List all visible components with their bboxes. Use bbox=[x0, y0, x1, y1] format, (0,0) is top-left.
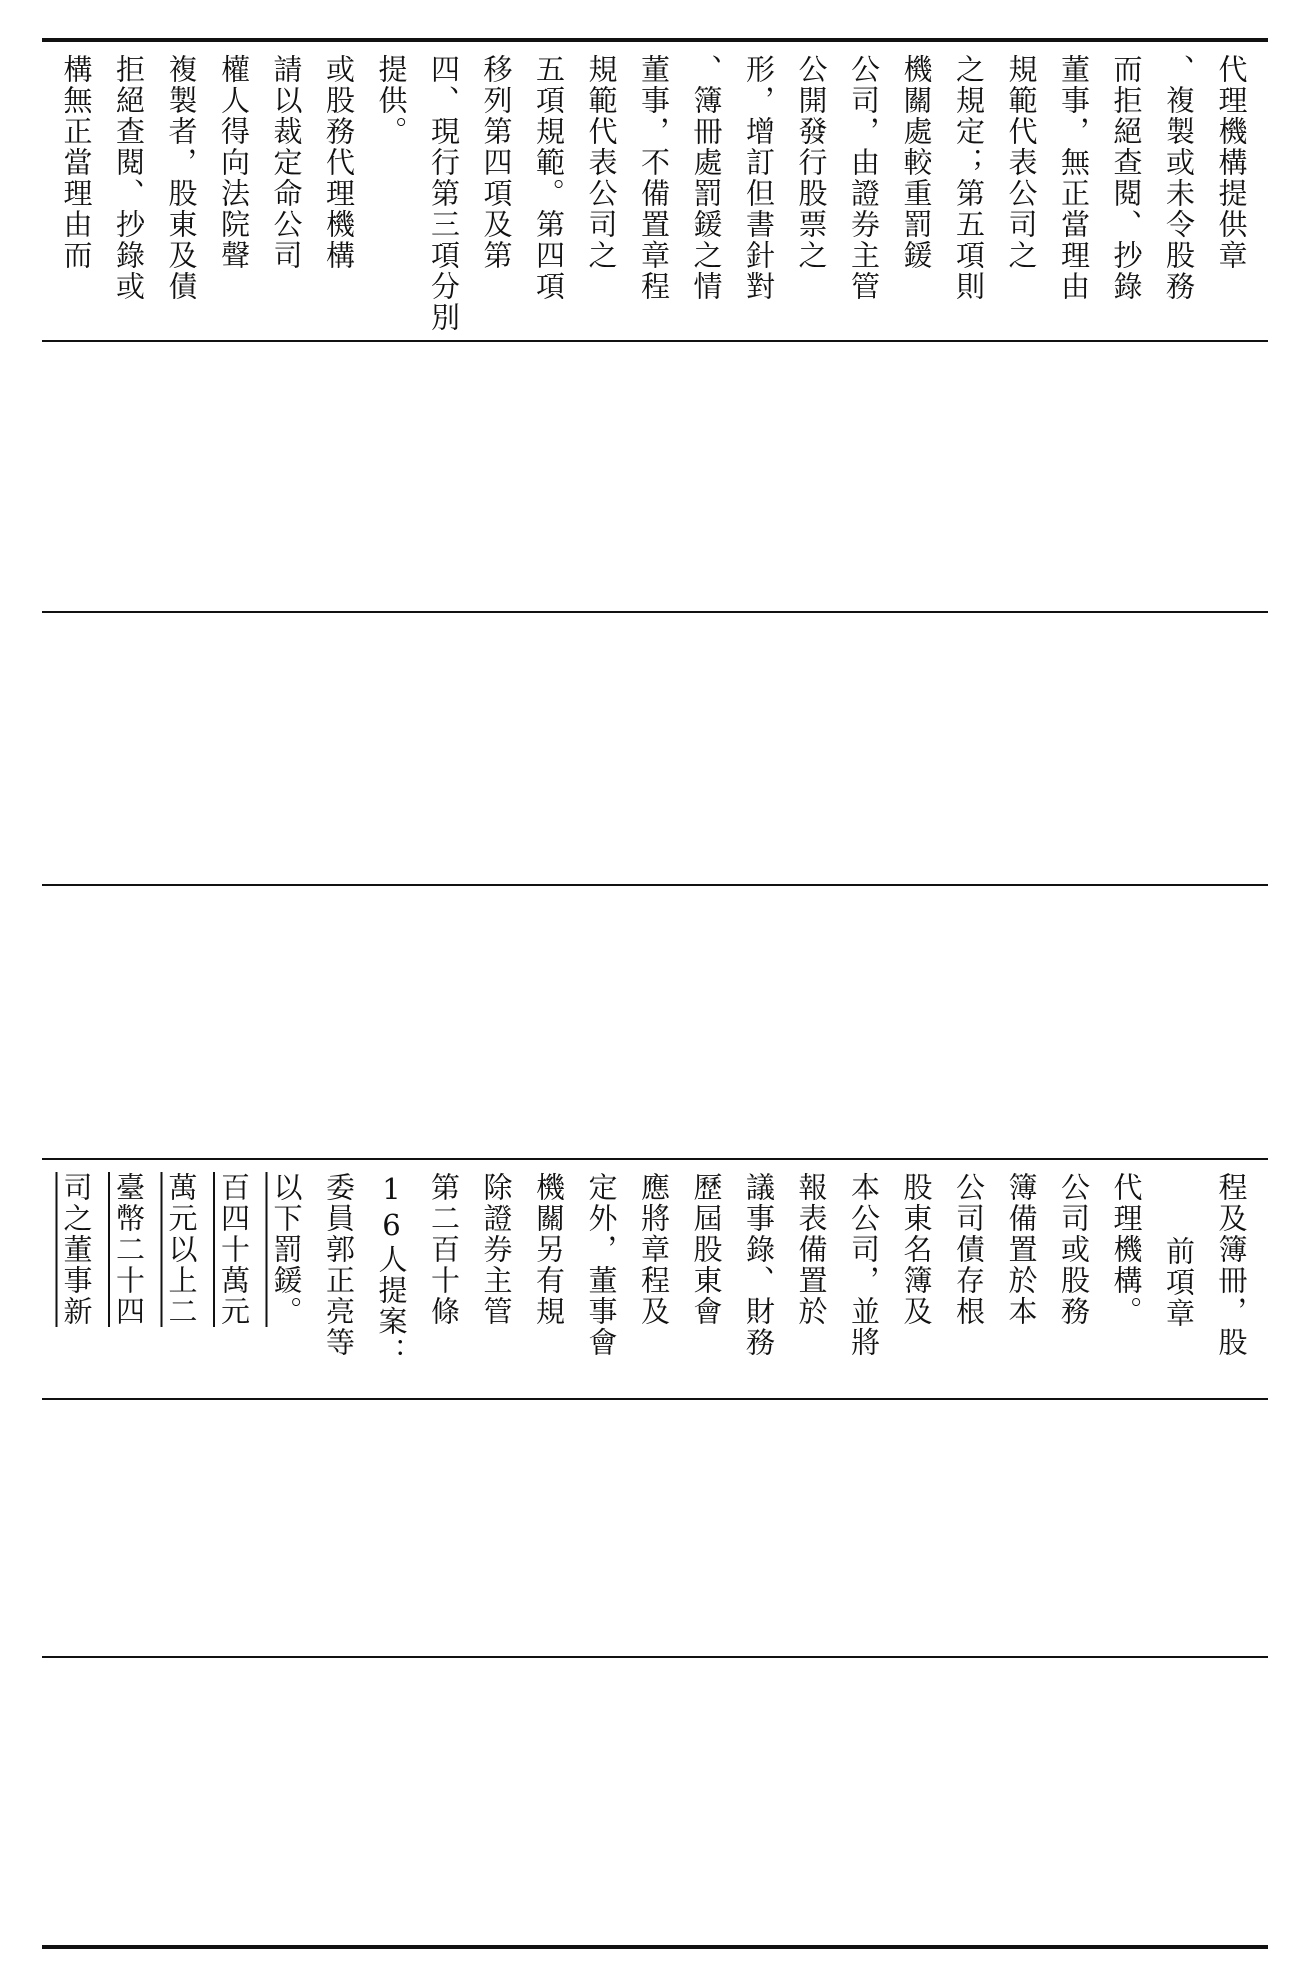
text-column: 拒絕查閱、抄錄或 bbox=[112, 54, 146, 302]
text-column: 或股務代理機構 bbox=[322, 54, 356, 271]
text-column: 報表備置於 bbox=[794, 1172, 829, 1327]
text-column: 而拒絕查閱、抄錄 bbox=[1109, 54, 1144, 302]
text-column: 董事，無正當理由 bbox=[1057, 54, 1091, 302]
text-column: 代理機構。 bbox=[1109, 1172, 1144, 1327]
table-row-divider bbox=[42, 884, 1268, 886]
table-row-divider bbox=[42, 1656, 1268, 1658]
text-column: 請以裁定命公司 bbox=[269, 54, 304, 271]
amended-text-column: 萬元以上二 bbox=[164, 1172, 199, 1327]
text-column: 、簿冊處罰鍰之情 bbox=[689, 54, 724, 302]
text-column: 五項規範。第四項 bbox=[532, 54, 566, 302]
text-column: 代理機構提供章 bbox=[1214, 54, 1249, 271]
amended-text-column: 司之董事新 bbox=[59, 1172, 94, 1327]
text-column: 公司，由證券主管 bbox=[847, 54, 881, 302]
text-column: 、複製或未令股務 bbox=[1162, 54, 1196, 302]
text-column: 應將章程及 bbox=[637, 1172, 671, 1327]
table-row-divider bbox=[42, 1158, 1268, 1160]
table-bottom-border bbox=[42, 1945, 1268, 1949]
proposal-text-block bbox=[50, 1172, 1260, 1394]
text-column: 前項章 bbox=[1162, 1236, 1196, 1329]
amended-text-column: 以下罰鍰。 bbox=[269, 1172, 304, 1327]
text-column: 權人得向法院聲 bbox=[217, 54, 251, 271]
table-top-border bbox=[42, 38, 1268, 42]
text-column: 歷屆股東會 bbox=[689, 1172, 724, 1327]
text-column: 除證券主管 bbox=[479, 1172, 514, 1327]
text-column: 公司債存根 bbox=[952, 1172, 986, 1327]
text-column: 股東名簿及 bbox=[899, 1172, 934, 1327]
table-row-divider bbox=[42, 340, 1268, 342]
amended-text-column: 百四十萬元 bbox=[217, 1172, 251, 1327]
text-column: 規範代表公司之 bbox=[584, 54, 619, 271]
text-column: 機關另有規 bbox=[532, 1172, 566, 1327]
text-column: 形，增訂但書針對 bbox=[742, 54, 776, 302]
text-column: 簿備置於本 bbox=[1004, 1172, 1039, 1327]
text-column: 移列第四項及第 bbox=[479, 54, 514, 271]
text-column: 委員郭正亮等 bbox=[322, 1172, 356, 1358]
text-column: 第二百十條 bbox=[427, 1172, 461, 1327]
text-column: 公開發行股票之 bbox=[794, 54, 829, 271]
table-row-divider bbox=[42, 611, 1268, 613]
text-column: 四、現行第三項分別 bbox=[427, 54, 461, 333]
text-column: 構無正當理由而 bbox=[59, 54, 94, 271]
table-row-divider bbox=[42, 1398, 1268, 1400]
amended-text-column: 臺幣二十四 bbox=[112, 1172, 146, 1327]
text-column: 本公司，並將 bbox=[847, 1172, 881, 1358]
text-column: 議事錄、財務 bbox=[742, 1172, 776, 1358]
text-column: 規範代表公司之 bbox=[1004, 54, 1039, 271]
text-column: 16人提案： bbox=[374, 1172, 409, 1368]
text-column: 機關處較重罰鍰 bbox=[899, 54, 934, 271]
text-column: 董事，不備置章程 bbox=[637, 54, 671, 302]
explanation-text-block bbox=[50, 54, 1260, 336]
text-column: 提供。 bbox=[374, 54, 409, 147]
text-column: 複製者，股東及債 bbox=[164, 54, 199, 302]
text-column: 之規定；第五項則 bbox=[952, 54, 986, 302]
text-column: 程及簿冊，股 bbox=[1214, 1172, 1249, 1358]
text-column: 公司或股務 bbox=[1057, 1172, 1091, 1327]
text-column: 定外，董事會 bbox=[584, 1172, 619, 1358]
